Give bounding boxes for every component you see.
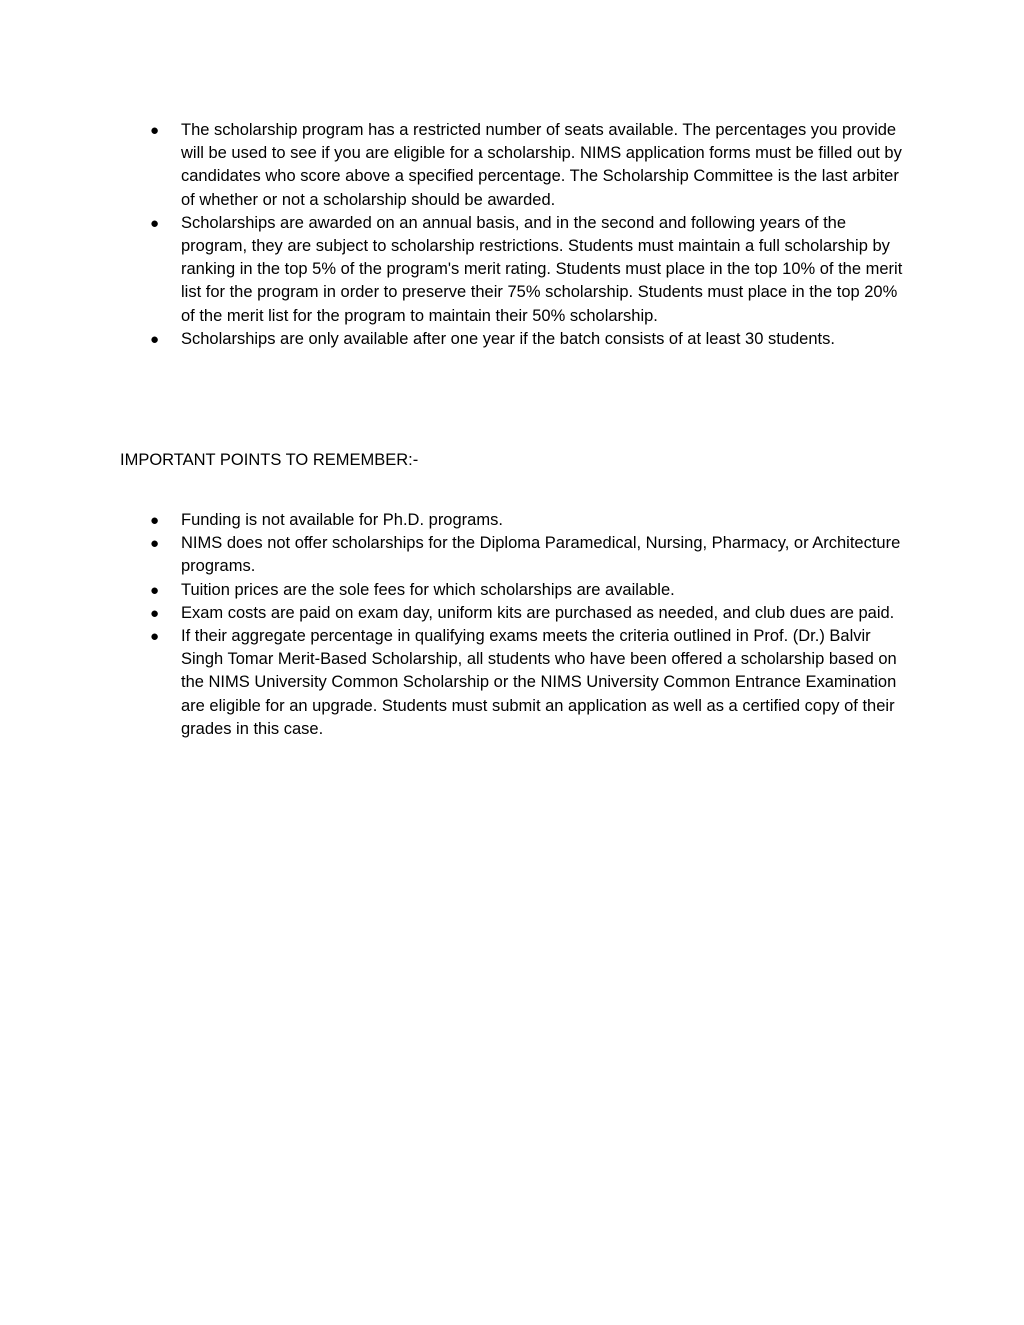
list-item-text: Scholarships are awarded on an annual basis, and in the second and following years of the program, they are subject to scholarship restrictions. Students must maintain a full scholarship by ranking in the top 5% of the program's merit rating. Students must place in the top 10% of the merit list for the program in order to preserve their 75% scholarship. Students must place in the top 20% of the merit list for the program to maintain their 50% scholarship. <box>181 213 903 325</box>
important-points-list <box>150 509 910 741</box>
list-item <box>150 509 910 532</box>
bullet-icon: ● <box>150 628 160 646</box>
list-item <box>150 602 910 625</box>
bullet-icon: ● <box>150 512 160 529</box>
list-item-text: Exam costs are paid on exam day, uniform kits are purchased as needed, and club dues are paid. <box>181 603 895 622</box>
list-item <box>150 625 910 741</box>
list-item <box>150 212 910 328</box>
bullet-icon: ● <box>150 535 160 553</box>
bullet-icon: ● <box>150 604 160 622</box>
list-item-text: NIMS does not offer scholarships for the Diploma Paramedical, Nursing, Pharmacy, or Architecture programs. <box>181 534 901 576</box>
list-item-text: Tuition prices are the sole fees for which scholarships are available. <box>181 580 675 599</box>
bullet-icon: ● <box>150 330 160 348</box>
important-points-heading: IMPORTANT POINTS TO REMEMBER:- <box>120 451 419 469</box>
bullet-icon: ● <box>150 214 160 232</box>
list-item <box>150 532 910 578</box>
bullet-icon: ● <box>150 581 160 599</box>
list-item <box>150 119 910 212</box>
list-item-text: If their aggregate percentage in qualifying exams meets the criteria outlined in Prof. (Dr.) Balvir Singh Tomar Merit-Based Scholarship, all students who have been offered a scholarship based on the NIMS University Common Scholarship or the NIMS University Common Entrance Examination are eligible for an upgrade. Students must submit an application as well as a certified copy of their grades in this case. <box>181 627 897 738</box>
bullet-icon: ● <box>150 122 160 139</box>
list-item <box>150 328 910 351</box>
list-item-text: Scholarships are only available after one year if the batch consists of at least 30 students. <box>181 329 835 348</box>
list-item-text: Funding is not available for Ph.D. programs. <box>181 511 503 529</box>
list-item-text: The scholarship program has a restricted number of seats available. The percentages you provide will be used to see if you are eligible for a scholarship. NIMS application forms must be filled out by candidates who score above a specified percentage. The Scholarship Committee is the last arbiter of whether or not a scholarship should be awarded. <box>181 121 902 209</box>
list-item <box>150 579 910 602</box>
scholarship-rules-list <box>150 119 910 351</box>
